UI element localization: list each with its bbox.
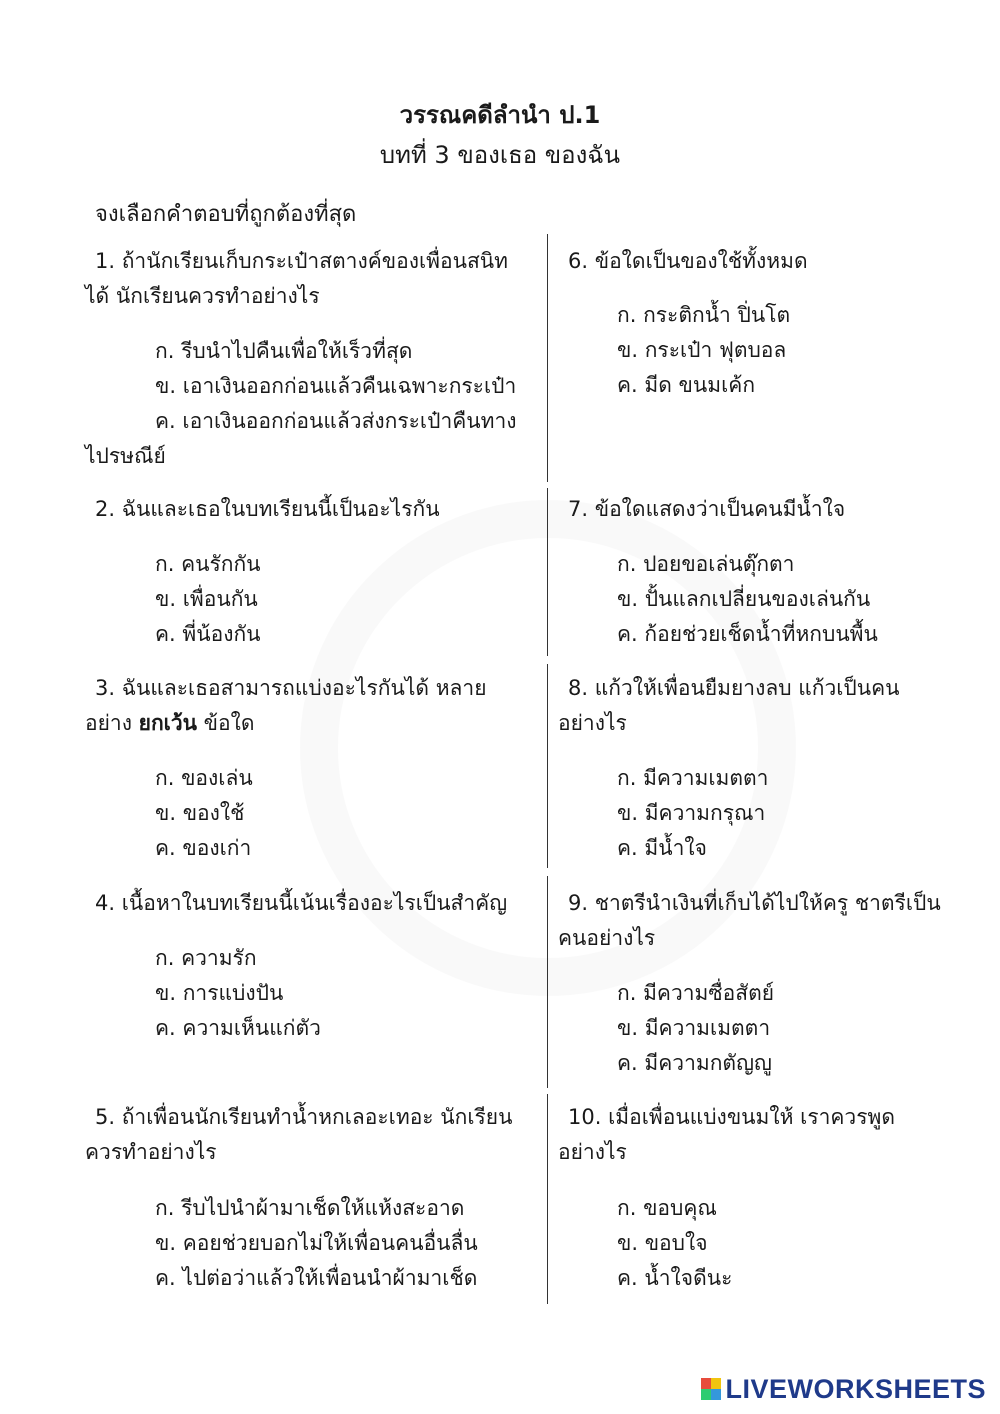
option-b[interactable]: ข. การแบ่งปัน xyxy=(155,981,284,1005)
option-a[interactable]: ก. รีบนำไปคืนเพื่อให้เร็วที่สุด xyxy=(155,339,413,363)
question-text: 4. เนื้อหาในบทเรียนนี้เน้นเรื่องอะไรเป็นสำคัญ xyxy=(95,891,508,915)
question-9-options xyxy=(617,976,774,1081)
logo-square-green xyxy=(701,1389,711,1400)
question-text: 2. ฉันและเธอในบทเรียนนี้เป็นอะไรกัน xyxy=(95,497,440,521)
question-4-options xyxy=(155,941,321,1046)
question-5 xyxy=(85,1100,513,1170)
question-7-options xyxy=(617,547,878,652)
question-text-line2 xyxy=(85,706,487,741)
question-5-options xyxy=(155,1191,478,1296)
option-b[interactable]: ข. มีความกรุณา xyxy=(617,801,766,825)
question-1-options xyxy=(85,334,517,474)
option-b[interactable]: ข. ปั้นแลกเปลี่ยนของเล่นกัน xyxy=(617,587,871,611)
question-1 xyxy=(85,244,508,314)
option-a[interactable]: ก. มีความเมตตา xyxy=(617,766,769,790)
option-c[interactable]: ค. ก้อยช่วยเช็ดน้ำที่หกบนพื้น xyxy=(617,622,878,646)
question-2 xyxy=(95,492,440,527)
liveworksheets-logo-icon xyxy=(701,1378,721,1400)
option-a[interactable]: ก. รีบไปนำผ้ามาเช็ดให้แห้งสะอาด xyxy=(155,1196,465,1220)
option-a[interactable]: ก. ขอบคุณ xyxy=(617,1196,717,1220)
option-c[interactable]: ค. ของเก่า xyxy=(155,836,252,860)
question-text: อย่างไร xyxy=(558,1140,627,1164)
logo-square-yellow xyxy=(711,1378,721,1389)
option-c[interactable]: ค. มีน้ำใจ xyxy=(617,836,707,860)
option-c[interactable]: ค. ความเห็นแก่ตัว xyxy=(155,1016,321,1040)
question-text: 9. ชาตรีนำเงินที่เก็บได้ไปให้ครู ชาตรีเป็น xyxy=(568,891,941,915)
question-8-options xyxy=(617,761,768,866)
logo-square-blue xyxy=(711,1389,721,1400)
question-4 xyxy=(95,886,507,921)
option-b[interactable]: ข. ของใช้ xyxy=(155,801,245,825)
option-c[interactable]: ค. น้ำใจดีนะ xyxy=(617,1266,733,1290)
column-divider xyxy=(547,1094,548,1304)
column-divider xyxy=(547,876,548,1088)
option-b[interactable]: ข. มีความเมตตา xyxy=(617,1016,771,1040)
instruction-text: จงเลือกคำตอบที่ถูกต้องที่สุด xyxy=(95,202,357,227)
option-a[interactable]: ก. มีความซื่อสัตย์ xyxy=(617,981,775,1005)
question-text: ข้อใด xyxy=(197,711,255,735)
option-a[interactable]: ก. ของเล่น xyxy=(155,766,253,790)
question-text: 3. ฉันและเธอสามารถแบ่งอะไรกันได้ หลาย xyxy=(95,676,487,700)
option-c-continued: ไปรษณีย์ xyxy=(85,444,166,468)
question-3 xyxy=(85,671,487,741)
question-7 xyxy=(568,492,845,527)
emphasis-text: ยกเว้น xyxy=(138,711,197,735)
option-b[interactable]: ข. คอยช่วยบอกไม่ให้เพื่อนคนอื่นลื่น xyxy=(155,1231,478,1255)
option-b[interactable]: ข. ขอบใจ xyxy=(617,1231,708,1255)
option-c[interactable]: ค. ไปต่อว่าแล้วให้เพื่อนนำผ้ามาเช็ด xyxy=(155,1266,478,1290)
column-divider xyxy=(547,488,548,656)
option-b[interactable]: ข. เอาเงินออกก่อนแล้วคืนเฉพาะกระเป๋า xyxy=(155,374,517,398)
question-text: อย่าง xyxy=(85,711,139,735)
question-text: ได้ นักเรียนควรทำอย่างไร xyxy=(85,284,320,308)
option-b[interactable]: ข. เพื่อนกัน xyxy=(155,587,258,611)
question-9 xyxy=(558,886,941,956)
option-a[interactable]: ก. คนรักกัน xyxy=(155,552,261,576)
question-6 xyxy=(568,244,808,279)
option-c[interactable]: ค. เอาเงินออกก่อนแล้วส่งกระเป๋าคืนทาง xyxy=(155,409,517,433)
question-text: 5. ถ้าเพื่อนนักเรียนทำน้ำหกเลอะเทอะ นักเรียน xyxy=(95,1105,513,1129)
option-c[interactable]: ค. พี่น้องกัน xyxy=(155,622,261,646)
question-10 xyxy=(558,1100,895,1170)
brand-name: LIVEWORKSHEETS xyxy=(725,1373,986,1404)
column-divider xyxy=(547,664,548,868)
question-6-options xyxy=(617,298,790,403)
question-text: 1. ถ้านักเรียนเก็บกระเป๋าสตางค์ของเพื่อนสนิท xyxy=(95,249,508,273)
question-text: 8. แก้วให้เพื่อนยืมยางลบ แก้วเป็นคน xyxy=(568,676,900,700)
question-3-options xyxy=(155,761,253,866)
option-a[interactable]: ก. กระติกน้ำ ปิ่นโต xyxy=(617,303,791,327)
question-10-options xyxy=(617,1191,732,1296)
option-a[interactable]: ก. ความรัก xyxy=(155,946,257,970)
question-text: ควรทำอย่างไร xyxy=(85,1140,217,1164)
column-divider xyxy=(547,234,548,482)
option-c[interactable]: ค. มีด ขนมเค้ก xyxy=(617,373,756,397)
logo-square-red xyxy=(701,1378,711,1389)
question-text: 7. ข้อใดแสดงว่าเป็นคนมีน้ำใจ xyxy=(568,497,846,521)
question-8 xyxy=(558,671,900,741)
worksheet-subtitle: บทที่ 3 ของเธอ ของฉัน xyxy=(379,141,621,169)
option-a[interactable]: ก. ปอยขอเล่นตุ๊กตา xyxy=(617,552,795,576)
option-b[interactable]: ข. กระเป๋า ฟุตบอล xyxy=(617,338,787,362)
option-c[interactable]: ค. มีความกตัญญู xyxy=(617,1051,772,1075)
question-text: คนอย่างไร xyxy=(558,926,656,950)
question-text: 10. เมื่อเพื่อนแบ่งขนมให้ เราควรพูด xyxy=(568,1105,895,1129)
question-text: 6. ข้อใดเป็นของใช้ทั้งหมด xyxy=(568,249,808,273)
question-text: อย่างไร xyxy=(558,711,627,735)
question-2-options xyxy=(155,547,261,652)
worksheet-title: วรรณคดีลำนำ ป.1 xyxy=(399,101,601,129)
liveworksheets-brand[interactable] xyxy=(701,1374,986,1404)
